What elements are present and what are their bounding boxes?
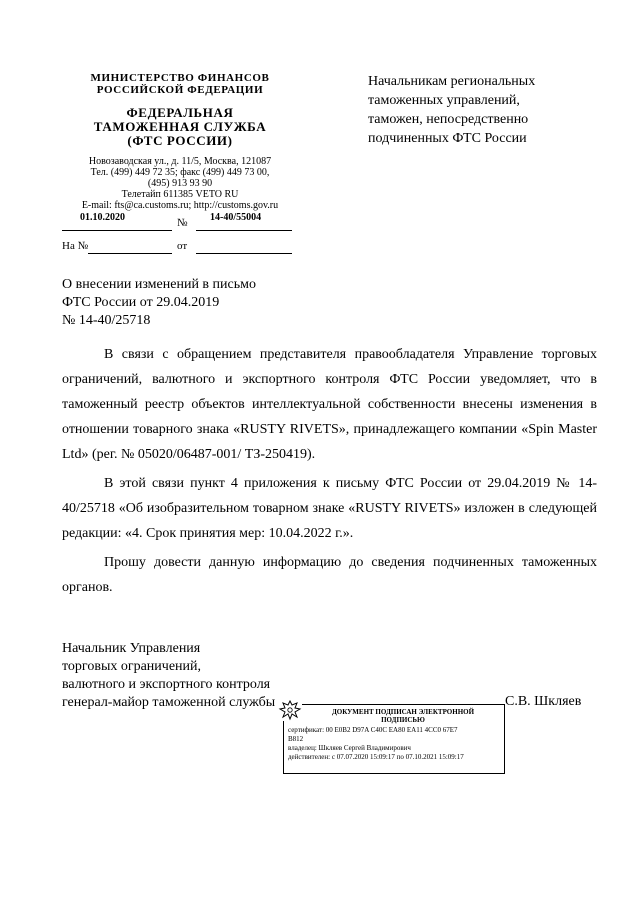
address-line-2: Тел. (499) 449 72 35; факс (499) 449 73 00, <box>90 167 270 178</box>
stamp-owner: владелец: Шкляев Сергей Владимирович <box>288 744 411 752</box>
number-underline <box>196 230 292 231</box>
addressee-line-4: подчиненных ФТС России <box>368 131 527 146</box>
subject-line-3: № 14-40/25718 <box>62 313 151 328</box>
ministry-line-1: МИНИСТЕРСТВО ФИНАНСОВ <box>90 72 270 84</box>
service-address <box>60 156 300 211</box>
from-label: от <box>177 240 188 252</box>
eagle-emblem-icon <box>278 699 302 721</box>
registration-date: 01.10.2020 <box>80 212 125 223</box>
signer-name: С.В. Шкляев <box>505 694 582 709</box>
address-line-5: E-mail: fts@ca.customs.ru; http://customs.gov.ru <box>81 200 279 211</box>
body-paragraph-1: В связи с обращением представителя правообладателя Управление торговых ограничений, валютного и экспортного контроля ФТС России уведомляет, что в таможенный реестр объектов интеллектуальной собственности внесены изменения в отношении товарного знака «RUSTY RIVETS», принадлежащего компании «Spin Master Ltd» (рег. № 05020/06487-001/ ТЗ-250419). <box>62 347 597 462</box>
body-paragraph-2: В этой связи пункт 4 приложения к письму ФТС России от 29.04.2019 № 14-40/25718 «Об изобразительном товарном знаке «RUSTY RIVETS» изложен в следующей редакции: «4. Срок принятия мер: 10.04.2022 г.». <box>62 476 597 541</box>
stamp-title <box>306 708 500 724</box>
electronic-signature-stamp <box>283 704 505 774</box>
from-underline <box>196 253 292 254</box>
service-line-1: ФЕДЕРАЛЬНАЯ <box>126 105 234 120</box>
service-line-2: ТАМОЖЕННАЯ СЛУЖБА <box>93 119 267 134</box>
addressee <box>368 72 598 148</box>
address-line-4: Телетайп 611385 VETO RU <box>121 189 239 200</box>
ministry-name <box>60 72 300 96</box>
stamp-certificate: сертификат: 00 E0B2 D97A C40C EA80 EA11 4CC0 67E7 <box>288 726 458 734</box>
body-paragraph-3: Прошу довести данную информацию до сведения подчиненных таможенных органов. <box>62 555 597 595</box>
signature-line-4: генерал-майор таможенной службы <box>62 695 276 710</box>
date-underline <box>62 230 172 231</box>
addressee-line-3: таможен, непосредственно <box>368 112 529 127</box>
service-name <box>60 106 300 148</box>
registration-number: 14-40/55004 <box>210 212 262 223</box>
signature-line-2: торговых ограничений, <box>62 659 202 674</box>
address-line-1: Новозаводская ул., д. 11/5, Москва, 121087 <box>88 156 272 167</box>
subject-line-1: О внесении изменений в письмо <box>62 277 256 292</box>
reply-underline <box>88 253 172 254</box>
address-line-3: (495) 913 93 90 <box>147 178 213 189</box>
subject-line-2: ФТС России от 29.04.2019 <box>62 295 220 310</box>
addressee-line-2: таможенных управлений, <box>368 93 520 108</box>
reply-label: На № <box>62 240 89 252</box>
service-line-3: (ФТС РОССИИ) <box>127 133 233 148</box>
stamp-title-line-2: ПОДПИСЬЮ <box>381 716 425 724</box>
stamp-title-line-1: ДОКУМЕНТ ПОДПИСАН ЭЛЕКТРОННОЙ <box>331 708 475 716</box>
stamp-certificate-cont: B812 <box>288 735 304 743</box>
stamp-validity: действителен: с 07.07.2020 15:09:17 по 07.10.2021 15:09:17 <box>288 753 464 761</box>
ministry-line-2: РОССИЙСКОЙ ФЕДЕРАЦИИ <box>96 84 264 96</box>
letter-subject <box>62 276 322 330</box>
number-sign: № <box>177 217 188 229</box>
letter-body <box>62 342 597 600</box>
signature-line-3: валютного и экспортного контроля <box>62 677 271 692</box>
addressee-line-1: Начальникам региональных <box>368 74 536 89</box>
signature-line-1: Начальник Управления <box>62 641 201 656</box>
